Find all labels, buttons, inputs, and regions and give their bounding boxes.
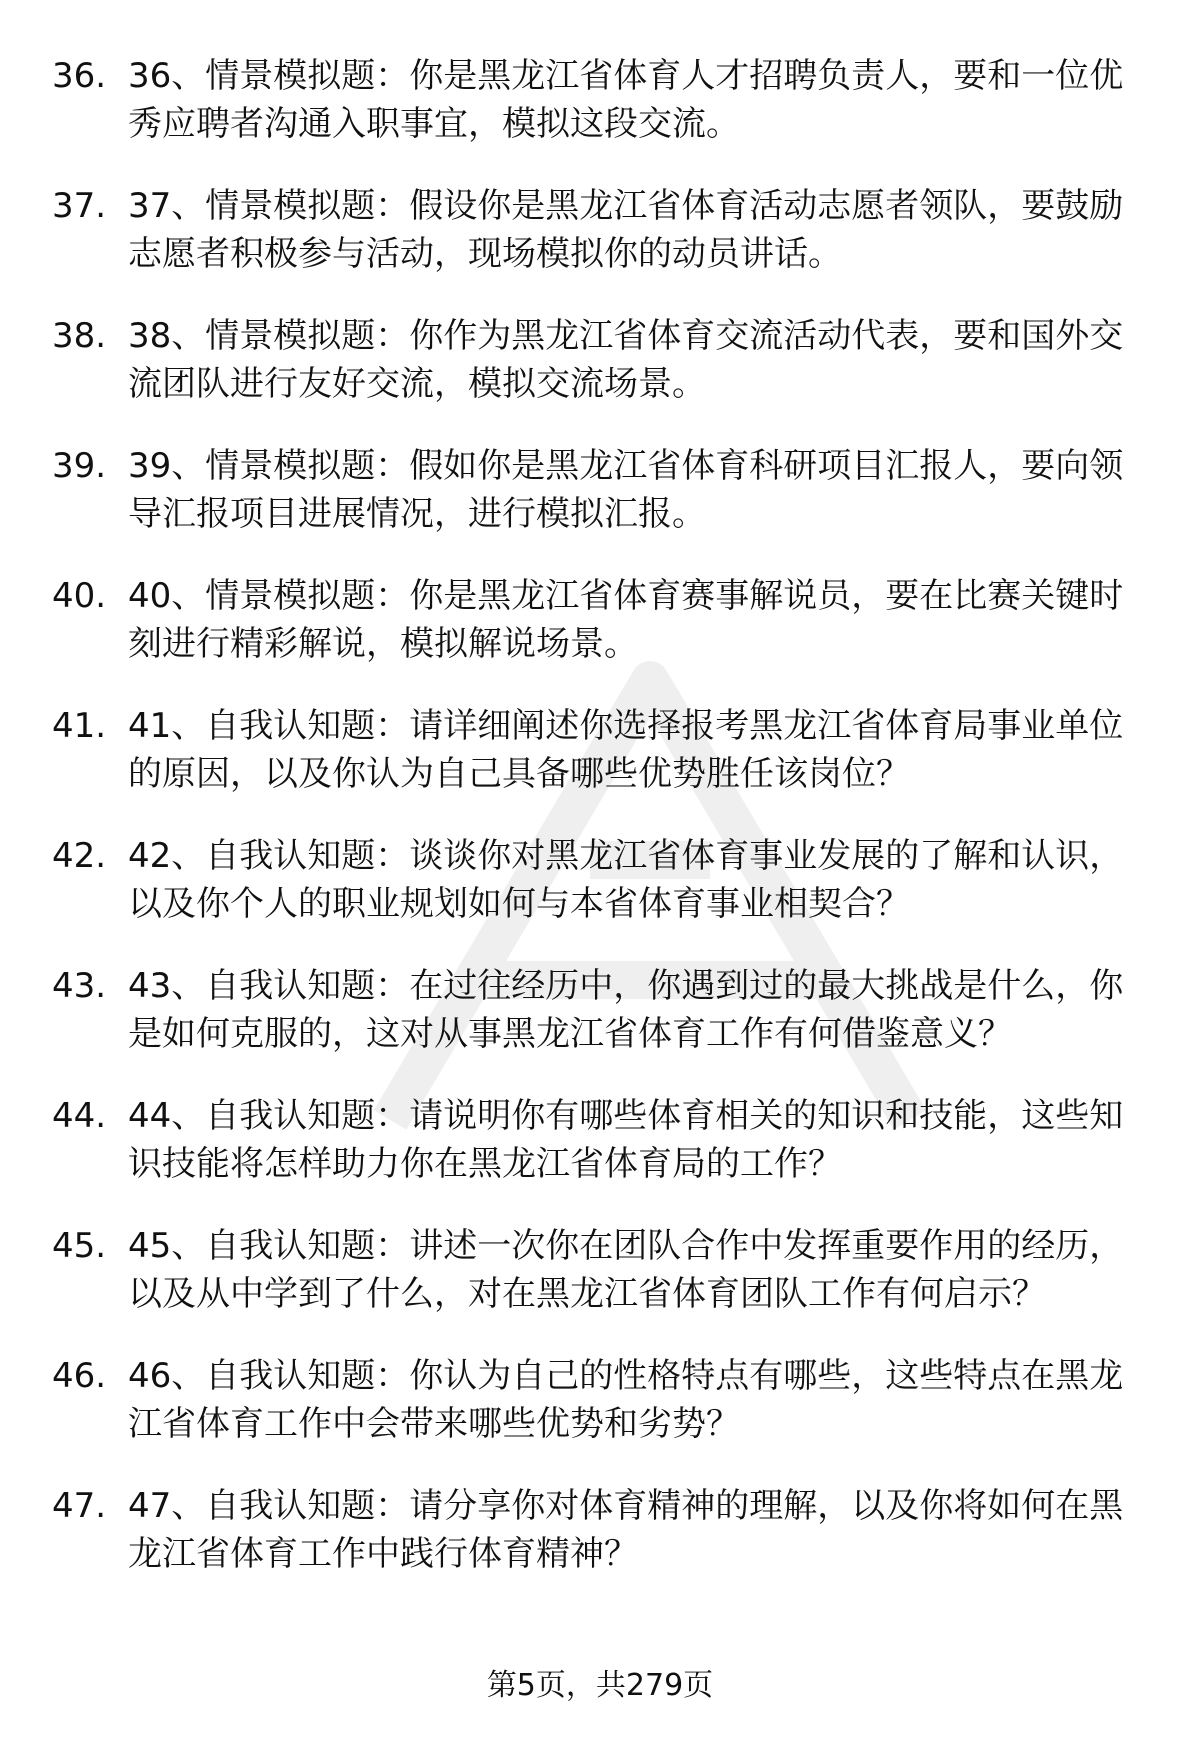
question-number: 47. (52, 1486, 107, 1526)
question-text: 38、情景模拟题：你作为黑龙江省体育交流活动代表，要和国外交流团队进行友好交流，模拟交流场景。 (128, 316, 1124, 404)
question-text: 39、情景模拟题：假如你是黑龙江省体育科研项目汇报人，要向领导汇报项目进展情况，进行模拟汇报。 (128, 446, 1124, 534)
list-item (0, 832, 1200, 928)
list-item (0, 962, 1200, 1058)
question-number: 36. (52, 56, 107, 96)
list-item (0, 442, 1200, 538)
question-text: 42、自我认知题：谈谈你对黑龙江省体育事业发展的了解和认识，以及你个人的职业规划如何与本省体育事业相契合？ (128, 836, 1124, 924)
question-number: 41. (52, 706, 107, 746)
list-item (0, 182, 1200, 278)
question-text: 44、自我认知题：请说明你有哪些体育相关的知识和技能，这些知识技能将怎样助力你在黑龙江省体育局的工作？ (128, 1096, 1124, 1184)
question-list (0, 52, 1200, 1612)
list-item (0, 1352, 1200, 1448)
list-item (0, 572, 1200, 668)
question-text: 46、自我认知题：你认为自己的性格特点有哪些，这些特点在黑龙江省体育工作中会带来哪些优势和劣势？ (128, 1356, 1124, 1444)
question-text: 47、自我认知题：请分享你对体育精神的理解，以及你将如何在黑龙江省体育工作中践行体育精神？ (128, 1486, 1124, 1574)
list-item (0, 702, 1200, 798)
list-item (0, 52, 1200, 148)
question-number: 45. (52, 1226, 107, 1266)
question-number: 43. (52, 966, 107, 1006)
question-number: 44. (52, 1096, 107, 1136)
question-number: 46. (52, 1356, 107, 1396)
question-text: 37、情景模拟题：假设你是黑龙江省体育活动志愿者领队，要鼓励志愿者积极参与活动，现场模拟你的动员讲话。 (128, 186, 1124, 274)
list-item (0, 1092, 1200, 1188)
question-text: 45、自我认知题：讲述一次你在团队合作中发挥重要作用的经历，以及从中学到了什么，对在黑龙江省体育团队工作有何启示？ (128, 1226, 1124, 1314)
page-footer: 第5页，共279页 (486, 1668, 714, 1703)
question-text: 41、自我认知题：请详细阐述你选择报考黑龙江省体育局事业单位的原因，以及你认为自己具备哪些优势胜任该岗位？ (128, 706, 1124, 794)
list-item (0, 312, 1200, 408)
question-text: 43、自我认知题：在过往经历中，你遇到过的最大挑战是什么，你是如何克服的，这对从事黑龙江省体育工作有何借鉴意义？ (128, 966, 1124, 1054)
list-item (0, 1222, 1200, 1318)
question-number: 37. (52, 186, 107, 226)
question-text: 40、情景模拟题：你是黑龙江省体育赛事解说员，要在比赛关键时刻进行精彩解说，模拟解说场景。 (128, 576, 1124, 664)
question-number: 38. (52, 316, 107, 356)
question-number: 39. (52, 446, 107, 486)
question-number: 42. (52, 836, 107, 876)
question-text: 36、情景模拟题：你是黑龙江省体育人才招聘负责人，要和一位优秀应聘者沟通入职事宜，模拟这段交流。 (128, 56, 1124, 144)
question-number: 40. (52, 576, 107, 616)
list-item (0, 1482, 1200, 1578)
